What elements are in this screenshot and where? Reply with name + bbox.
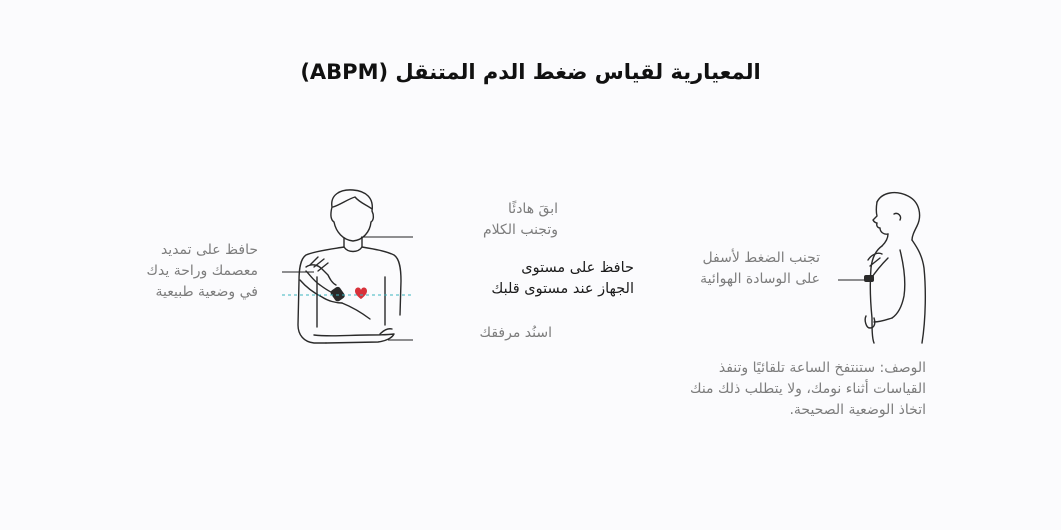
heart-level-label: حافظ على مستوى الجهاز عند مستوى قلبك — [491, 260, 634, 297]
avoid-pressure-label: تجنب الضغط لأسفل على الوسادة الهوائية — [700, 250, 820, 287]
keep-wrist-label: حافظ على تمديد معصمك وراحة يدك في وضعية طبيعية — [146, 242, 258, 300]
support-elbow-label: اسنُد مرفقك — [479, 325, 552, 341]
description-text: الوصف: ستنتفخ الساعة تلقائيًا وتنفذ القياسات أثناء نومك، ولا يتطلب ذلك منك اتخاذ الوضعية الصحيحة. — [690, 360, 926, 418]
side-figure-illustration — [830, 188, 930, 353]
page-title: المعيارية لقياس ضغط الدم المتنقل (ABPM) — [300, 60, 761, 84]
stay-calm-label: ابقَ هادئًا وتجنب الكلام — [482, 201, 558, 238]
front-figure-illustration — [270, 185, 430, 360]
